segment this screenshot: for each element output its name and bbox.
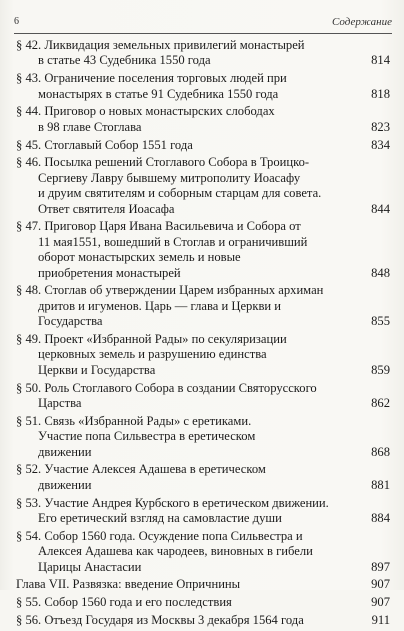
toc-entry — [16, 595, 390, 610]
toc-entry-title-line: § 56. Отъезд Государя из Москвы 3 декабря 1564 года — [16, 613, 304, 628]
toc-entry-title-line: движении — [38, 444, 92, 459]
toc-entry — [16, 155, 390, 217]
toc-entry — [16, 414, 390, 460]
toc-entry-title-line: § 53. Участие Андрея Курбского в еретическом движении. — [16, 495, 329, 510]
toc-entry — [16, 332, 390, 378]
toc-entry-title-line: Его еретический взгляд на самовластие души — [38, 511, 282, 526]
toc-entry-page-number: 844 — [371, 201, 390, 216]
toc-entry-title-line: § 45. Стоглавый Собор 1551 года — [16, 137, 193, 152]
page-header — [14, 14, 392, 32]
page-number: 6 — [14, 16, 19, 27]
toc-entry-title-line: в статье 43 Судебника 1550 года — [38, 53, 211, 68]
toc-entry-title-line: Государства — [38, 314, 103, 329]
toc-entry-title-line: Сергиеву Лавру бывшему митрополиту Иоасафу — [38, 170, 301, 185]
toc-entry-page-number: 823 — [371, 119, 390, 134]
toc-entry-page-number: 907 — [371, 577, 390, 592]
toc-entry-page-number: 848 — [371, 265, 390, 280]
toc-entry-title-line: § 46. Посылка решений Стоглавого Собора в Троицко- — [16, 155, 310, 170]
toc-entry-title-line: Глава VII. Развязка: введение Опричнины — [16, 577, 241, 592]
toc-entry — [16, 462, 390, 493]
toc-entry — [16, 283, 390, 329]
toc-entry-title-line: § 51. Связь «Избранной Рады» с еретиками. — [16, 413, 252, 428]
toc-entry-title-line: § 48. Стоглав об утверждении Царем избранных архиман — [16, 283, 324, 298]
toc-entry-page-number: 897 — [371, 559, 390, 574]
table-of-contents — [16, 38, 390, 631]
toc-entry-title-line: церковных земель и разрушению единства — [38, 347, 267, 362]
toc-entry-page-number: 862 — [371, 396, 390, 411]
toc-entry — [16, 529, 390, 575]
toc-entry — [16, 613, 390, 628]
toc-entry — [16, 38, 390, 69]
toc-entry-title-line: § 50. Роль Стоглавого Собора в создании Святорусского — [16, 380, 317, 395]
toc-entry — [16, 219, 390, 281]
toc-entry-title-line: 11 мая1551, вошедший в Стоглав и ограничивший — [38, 234, 308, 249]
toc-entry-title-line: дритов и игуменов. Царь — глава и Церкви и — [38, 298, 282, 313]
toc-entry-title-line: движении — [38, 477, 92, 492]
toc-entry-title-line: Ответ святителя Иоасафа — [38, 201, 175, 216]
toc-entry-title-line: § 42. Ликвидация земельных привилегий монастырей — [16, 38, 305, 52]
toc-entry-title-line: § 55. Собор 1560 года и его последствия — [16, 595, 232, 610]
toc-entry-title-line: монастырях в статье 91 Судебника 1550 года — [38, 86, 279, 101]
toc-entry — [16, 381, 390, 412]
toc-entry-page-number: 884 — [371, 511, 390, 526]
toc-entry-page-number: 855 — [371, 314, 390, 329]
running-title: Содержание — [331, 16, 392, 28]
toc-entry-title-line: приобретения монастырей — [38, 265, 181, 280]
toc-entry-page-number: 881 — [371, 477, 390, 492]
toc-entry-page-number: 911 — [371, 613, 390, 628]
toc-entry-page-number: 859 — [371, 362, 390, 377]
toc-chapter-entry — [16, 577, 390, 592]
toc-entry — [16, 104, 390, 135]
toc-entry-page-number: 868 — [371, 444, 390, 459]
toc-entry-title-line: § 52. Участие Алексея Адашева в еретическом — [16, 462, 266, 477]
toc-entry — [16, 71, 390, 102]
toc-entry-page-number: 814 — [371, 53, 390, 68]
toc-entry — [16, 496, 390, 527]
toc-entry-title-line: § 54. Собор 1560 года. Осуждение попа Сильвестра и — [16, 528, 303, 543]
toc-entry-page-number: 834 — [371, 137, 390, 152]
toc-entry-title-line: Церкви и Государства — [38, 362, 156, 377]
toc-entry-title-line: Царства — [38, 396, 82, 411]
toc-entry-title-line: § 47. Приговор Царя Ивана Васильевича и Собора от — [16, 219, 301, 234]
header-rule — [14, 33, 392, 34]
toc-entry-title-line: оборот монастырских земель и новые — [38, 250, 241, 265]
toc-entry-title-line: § 43. Ограничение поселения торговых людей при — [16, 71, 287, 86]
toc-entry — [16, 138, 390, 153]
toc-entry-page-number: 907 — [371, 595, 390, 610]
toc-entry-title-line: § 44. Приговор о новых монастырских слободах — [16, 104, 275, 119]
toc-entry-title-line: и друим святителям и соборным старцам для совета. — [38, 186, 322, 201]
toc-entry-title-line: Участие попа Сильвестра в еретическом — [38, 429, 256, 444]
toc-entry-title-line: Алексея Адашева как чародеев, виновных в гибели — [38, 544, 313, 559]
toc-entry-title-line: § 49. Проект «Избранной Рады» по секуляризации — [16, 332, 287, 347]
toc-entry-page-number: 818 — [371, 86, 390, 101]
toc-entry-title-line: в 98 главе Стоглава — [38, 119, 142, 134]
toc-entry-title-line: Царицы Анастасии — [38, 559, 142, 574]
